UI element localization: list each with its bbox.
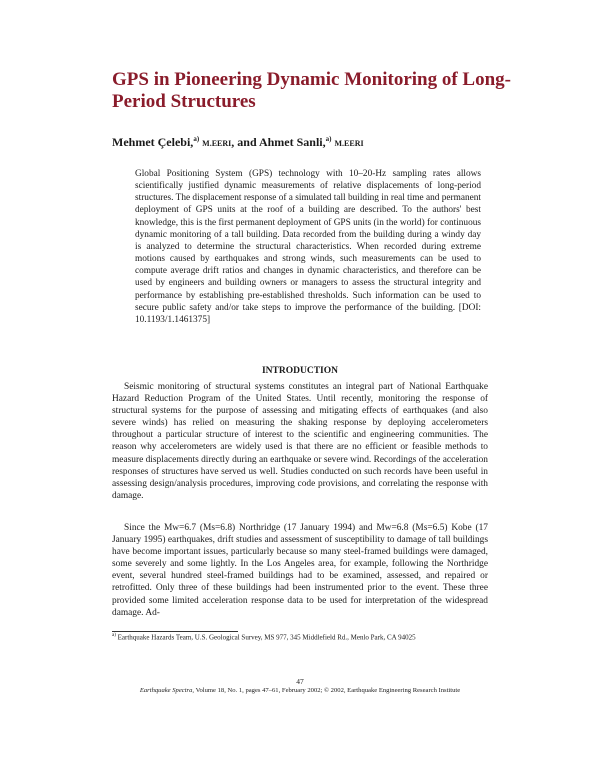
author-connector: , and xyxy=(231,135,259,149)
abstract: Global Positioning System (GPS) technology with 10–20-Hz sampling rates allows scientifically justified dynamic measurements of relative displacements of long-period structures. The displacement response of a simulated tall building in real time and permanent deployment of GPS units at the roof of a building are described. To the authors' best knowledge, this is the first permanent deployment of GPS units (in the world) for continuous dynamic monitoring of a tall building. Data recorded from the building during a windy day is analyzed to determine the structural characteristics. When recorded during extreme motions caused by earthquakes and strong winds, such measurements can be used to compute average drift ratios and changes in dynamic characteristics, and therefore can be used by engineers and building owners or managers to assess the structural integrity and performance by establishing pre-established thresholds. Such information can be used to secure public safety and/or take steps to improve the performance of the building. [DOI: 10.1193/1.1461375] xyxy=(135,169,481,325)
membership-label: M.EERI xyxy=(334,139,364,148)
page-number: 47 xyxy=(296,677,304,686)
affiliation-mark: a) xyxy=(193,135,200,143)
footnote-divider xyxy=(112,631,238,632)
membership-label: M.EERI xyxy=(202,139,232,148)
footnote-mark: a) xyxy=(112,633,116,638)
journal-details: Volume 18, No. 1, pages 47–61, February 2002; © 2002, Earthquake Engineering Research Institute xyxy=(194,687,461,694)
author-line xyxy=(112,135,364,150)
paper-title: GPS in Pioneering Dynamic Monitoring of Long-Period Structures xyxy=(112,69,511,112)
author-name: Ahmet Sanli, xyxy=(258,135,326,149)
body-paragraph: Since the Mw=6.7 (Ms=6.8) Northridge (17 January 1994) and Mw=6.8 (Ms=6.5) Kobe (17 January 1995) earthquakes, drift studies and assessment of susceptibility to damage of tall buildings have become important issues, particularly because so many steel-framed buildings were damaged, some severely and some lightly. In the Los Angeles area, for example, following the Northridge event, several hundred steel-framed buildings had to be examined, assessed, and repaired or retrofitted. Only three of these buildings had been instrumented prior to the event. These three provided some limited acceleration response data to be used for interpretation of the widespread damage. Ad- xyxy=(112,523,488,618)
journal-citation xyxy=(112,687,488,694)
affiliation-mark: a) xyxy=(325,135,332,143)
footnote-text: Earthquake Hazards Team, U.S. Geological Survey, MS 977, 345 Middlefield Rd., Menlo Park, CA 94025 xyxy=(115,633,416,642)
journal-name: Earthquake Spectra, xyxy=(139,687,195,694)
author-name: Mehmet Çelebi, xyxy=(112,135,194,149)
footnote xyxy=(112,633,488,641)
body-paragraph: Seismic monitoring of structural systems constitutes an integral part of National Earthquake Hazard Reduction Program of the United States. Until recently, monitoring the response of structural systems for the purpose of assessing and mitigating effects of earthquakes (and also severe winds) has relied on measuring the shaking response by deploying accelerometers throughout a particular structure of interest to the scientific and engineering communities. The reason why accelerometers are widely used is that there are no efficient or feasible methods to measure displacements directly during an earthquake or severe wind. Recordings of the acceleration responses of structures have served us well. Studies conducted on such records have been useful in assessing design/analysis procedures, improving code provisions, and correlating the response with damage. xyxy=(112,382,488,501)
section-heading: INTRODUCTION xyxy=(261,366,338,376)
